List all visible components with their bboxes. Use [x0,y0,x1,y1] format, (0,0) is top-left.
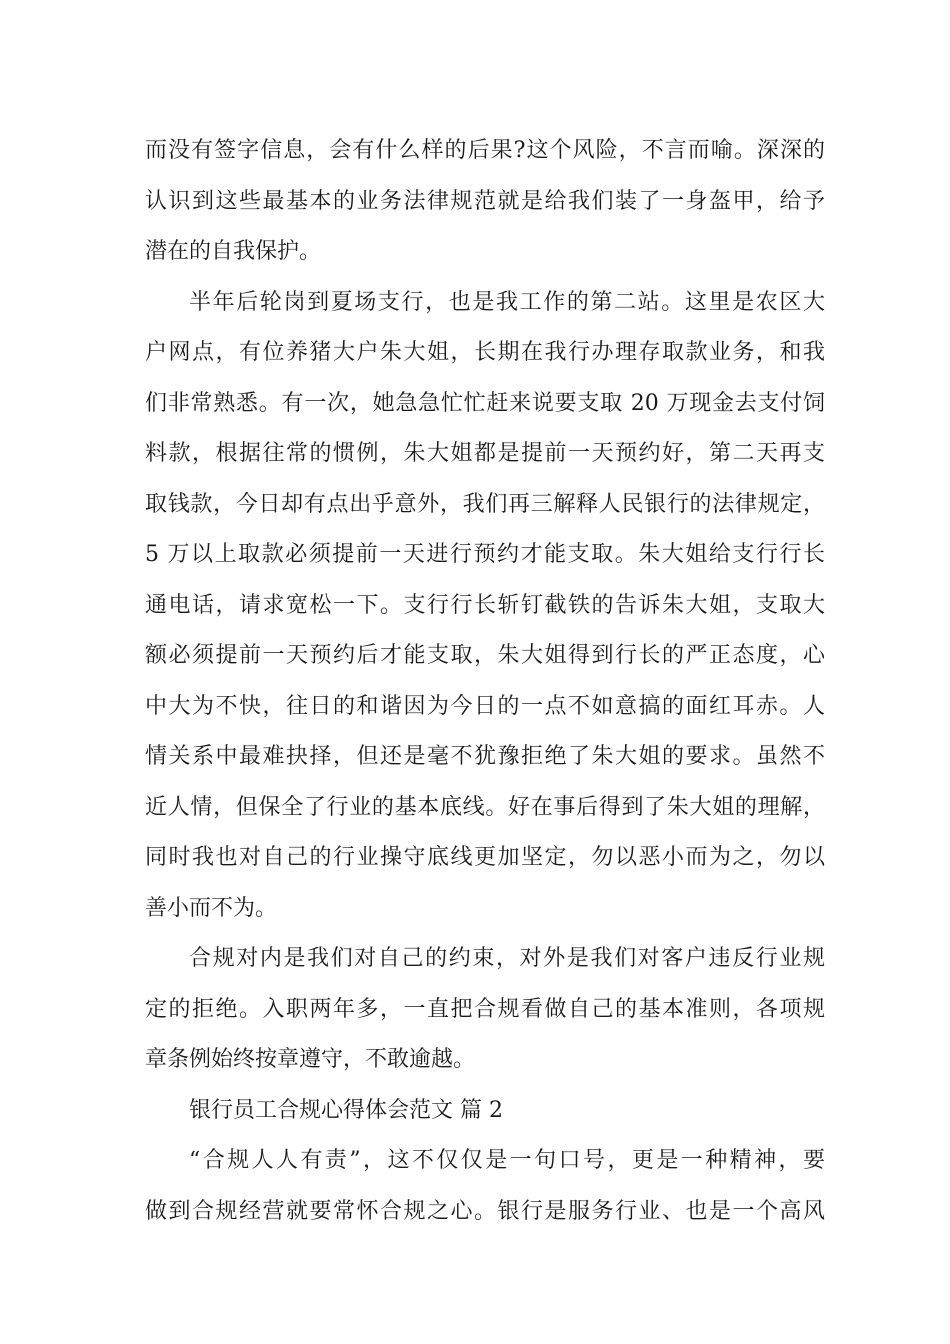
text-line: 善小而不为。 [145,895,278,921]
paragraph-first-line: “合规人人有责”，这不仅仅是一句口号，更是一种精神，要 [189,1148,825,1173]
text-line: 认识到这些最基本的业务法律规范就是给我们装了一身盔甲，给予 [145,188,825,214]
text-line: 做到合规经营就要常怀合规之心。银行是服务行业、也是一个高风 [145,1198,825,1224]
text-line: 同时我也对自己的行业操守底线更加坚定，勿以恶小而为之，勿以 [145,845,825,870]
paragraph-first-line: 合规对内是我们对自己的约束，对外是我们对客户违反行业规 [189,946,825,971]
text-line: 近人情，但保全了行业的基本底线。好在事后得到了朱大姐的理解， [145,794,825,820]
text-line: 额必须提前一天预约后才能支取，朱大姐得到行长的严正态度，心 [145,643,825,668]
section-heading: 银行员工合规心得体会范文 篇 2 [189,1097,503,1123]
text-line: 中大为不快，往日的和谐因为今日的一点不如意搞的面红耳赤。人 [145,693,825,719]
text-line: 5 万以上取款必须提前一天进行预约才能支取。朱大姐给支行行长 [145,542,825,567]
text-line: 们非常熟悉。有一次，她急急忙忙赶来说要支取 20 万现金去支付饲 [145,390,825,416]
text-line: 情关系中最难抉择，但还是毫不犹豫拒绝了朱大姐的要求。虽然不 [145,744,825,769]
text-line: 取钱款，今日却有点出乎意外，我们再三解释人民银行的法律规定， [145,491,825,517]
document-body [145,126,825,1237]
text-line: 而没有签字信息，会有什么样的后果?这个风险，不言而喻。深深的 [145,138,825,163]
text-line: 料款，根据往常的惯例，朱大姐都是提前一天预约好，第二天再支 [145,441,825,466]
text-line: 章条例始终按章遵守，不敢逾越。 [145,1047,476,1072]
text-line: 潜在的自我保护。 [145,239,322,264]
paragraph-first-line: 半年后轮岗到夏场支行，也是我工作的第二站。这里是农区大 [189,289,825,315]
text-line: 通电话，请求宽松一下。支行行长斩钉截铁的告诉朱大姐，支取大 [145,592,825,618]
text-line: 户网点，有位养猪大户朱大姐，长期在我行办理存取款业务，和我 [145,340,825,365]
text-line: 定的拒绝。入职两年多，一直把合规看做自己的基本准则，各项规 [145,996,825,1022]
